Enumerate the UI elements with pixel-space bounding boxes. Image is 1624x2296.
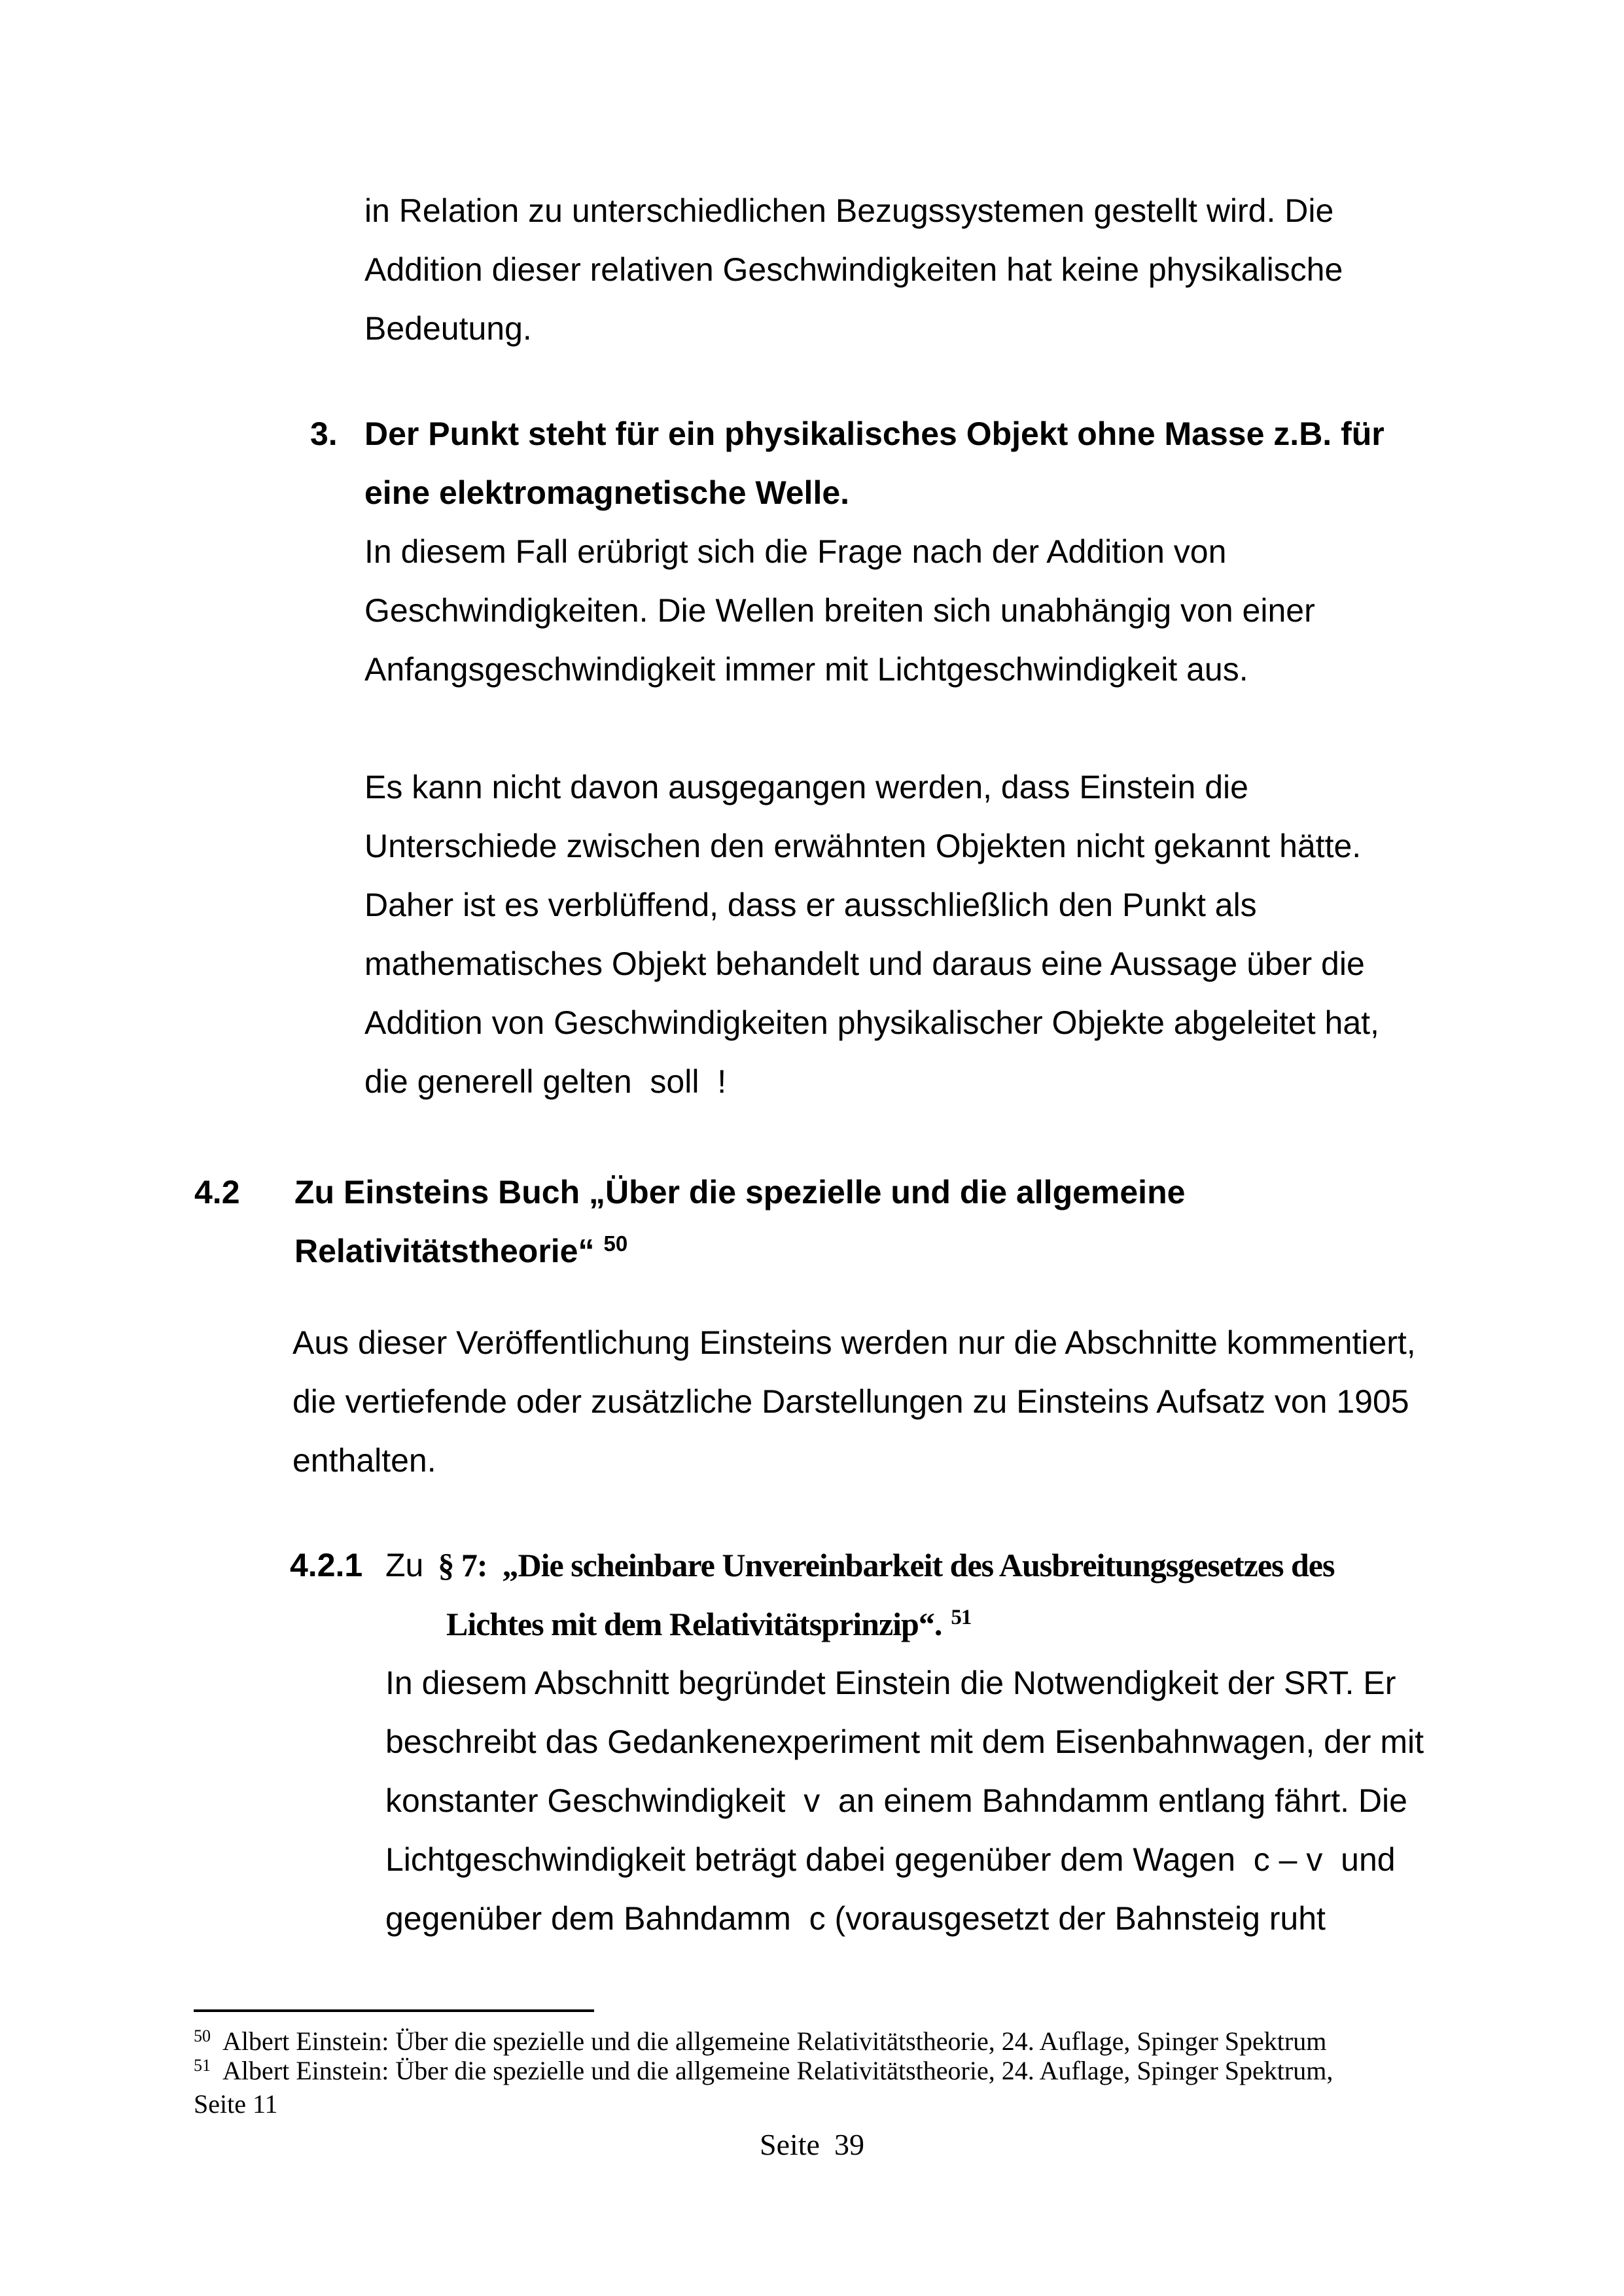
text-line: die vertiefende oder zusätzliche Darstellungen zu Einsteins Aufsatz von 1905 bbox=[292, 1383, 1409, 1420]
heading-text: § 7: „Die scheinbare Unvereinbarkeit des Ausbreitungsgesetzes des bbox=[438, 1547, 1335, 1583]
text-line: Anfangsgeschwindigkeit immer mit Lichtgeschwindigkeit aus. bbox=[364, 651, 1248, 688]
text-line: beschreibt das Gedankenexperiment mit dem Eisenbahnwagen, der mit bbox=[385, 1723, 1424, 1760]
text-line: Bedeutung. bbox=[364, 310, 532, 347]
text-line: Es kann nicht davon ausgegangen werden, dass Einstein die bbox=[364, 769, 1248, 805]
footnote-ref-50: 50 bbox=[603, 1231, 628, 1256]
heading-prefix: Zu bbox=[385, 1547, 424, 1583]
text-line: Zu Einsteins Buch „Über die spezielle und die allgemeine bbox=[294, 1174, 1186, 1210]
footnote-text: Albert Einstein: Über die spezielle und die allgemeine Relativitätstheorie, 24. Auflage, Spinger Spektrum bbox=[222, 2026, 1327, 2056]
text-line: enthalten. bbox=[292, 1442, 436, 1479]
section-4-2-1-paragraph bbox=[385, 1653, 1424, 1948]
list-item-3-heading bbox=[364, 404, 1385, 522]
text-line: In diesem Abschnitt begründet Einstein die Notwendigkeit der SRT. Er bbox=[385, 1665, 1396, 1701]
page-number: 39 bbox=[834, 2128, 864, 2161]
text-line: gegenüber dem Bahndamm c (vorausgesetzt der Bahnsteig ruht bbox=[385, 1900, 1326, 1937]
text-line: Unterschiede zwischen den erwähnten Objekten nicht gekannt hätte. bbox=[364, 828, 1362, 864]
section-4-2-1-heading bbox=[385, 1536, 1334, 1658]
footnote-text: Albert Einstein: Über die spezielle und die allgemeine Relativitätstheorie, 24. Auflage, Spinger Spektrum, bbox=[222, 2056, 1333, 2085]
text-line: konstanter Geschwindigkeit v an einem Bahndamm entlang fährt. Die bbox=[385, 1782, 1407, 1819]
text-line: in Relation zu unterschiedlichen Bezugssystemen gestellt wird. Die bbox=[364, 192, 1334, 229]
text-line: Addition dieser relativen Geschwindigkeiten hat keine physikalische bbox=[364, 251, 1343, 288]
paragraph-conclusion bbox=[364, 758, 1379, 1111]
text-line bbox=[385, 1595, 1334, 1658]
section-4-2-paragraph bbox=[292, 1313, 1416, 1490]
text-line bbox=[194, 2056, 1333, 2089]
text-line: mathematisches Objekt behandelt und daraus eine Aussage über die bbox=[364, 945, 1365, 982]
text-line: Geschwindigkeiten. Die Wellen breiten sich unabhängig von einer bbox=[364, 592, 1315, 629]
text-line: Addition von Geschwindigkeiten physikalischer Objekte abgeleitet hat, bbox=[364, 1004, 1379, 1041]
section-4-2-1-number: 4.2.1 bbox=[290, 1547, 363, 1583]
text-line: In diesem Fall erübrigt sich die Frage nach der Addition von bbox=[364, 533, 1227, 570]
footnote-51 bbox=[194, 2056, 1333, 2119]
page-footer bbox=[0, 2128, 1624, 2162]
section-4-2-heading bbox=[294, 1163, 1185, 1284]
text-line: eine elektromagnetische Welle. bbox=[364, 474, 850, 511]
footnote-50 bbox=[194, 2026, 1326, 2060]
list-item-3-marker: 3. bbox=[310, 415, 338, 452]
text-line: Der Punkt steht für ein physikalisches Objekt ohne Masse z.B. für bbox=[364, 415, 1385, 452]
list-item-3-body bbox=[364, 522, 1315, 699]
text-line: die generell gelten soll ! bbox=[364, 1063, 727, 1100]
section-4-2-number: 4.2 bbox=[194, 1174, 240, 1210]
heading-text: Lichtes mit dem Relativitätsprinzip“. bbox=[446, 1606, 942, 1642]
footnote-51-marker: 51 bbox=[194, 2056, 211, 2075]
text-line bbox=[385, 1536, 1334, 1595]
text-line bbox=[194, 2026, 1326, 2060]
text-line: Aus dieser Veröffentlichung Einsteins werden nur die Abschnitte kommentiert, bbox=[292, 1324, 1416, 1361]
text-line: Lichtgeschwindigkeit beträgt dabei gegenüber dem Wagen c – v und bbox=[385, 1841, 1396, 1878]
text-line: Daher ist es verblüffend, dass er ausschließlich den Punkt als bbox=[364, 887, 1257, 923]
footnote-separator bbox=[194, 2009, 594, 2012]
paragraph-intro bbox=[364, 181, 1343, 358]
text-line bbox=[294, 1222, 1185, 1284]
page-number-label: Seite bbox=[760, 2128, 820, 2161]
text-line: Seite 11 bbox=[194, 2089, 278, 2119]
footnote-50-marker: 50 bbox=[194, 2026, 211, 2045]
footnote-ref-51: 51 bbox=[951, 1606, 972, 1629]
heading-text: Relativitätstheorie“ bbox=[294, 1233, 595, 1269]
